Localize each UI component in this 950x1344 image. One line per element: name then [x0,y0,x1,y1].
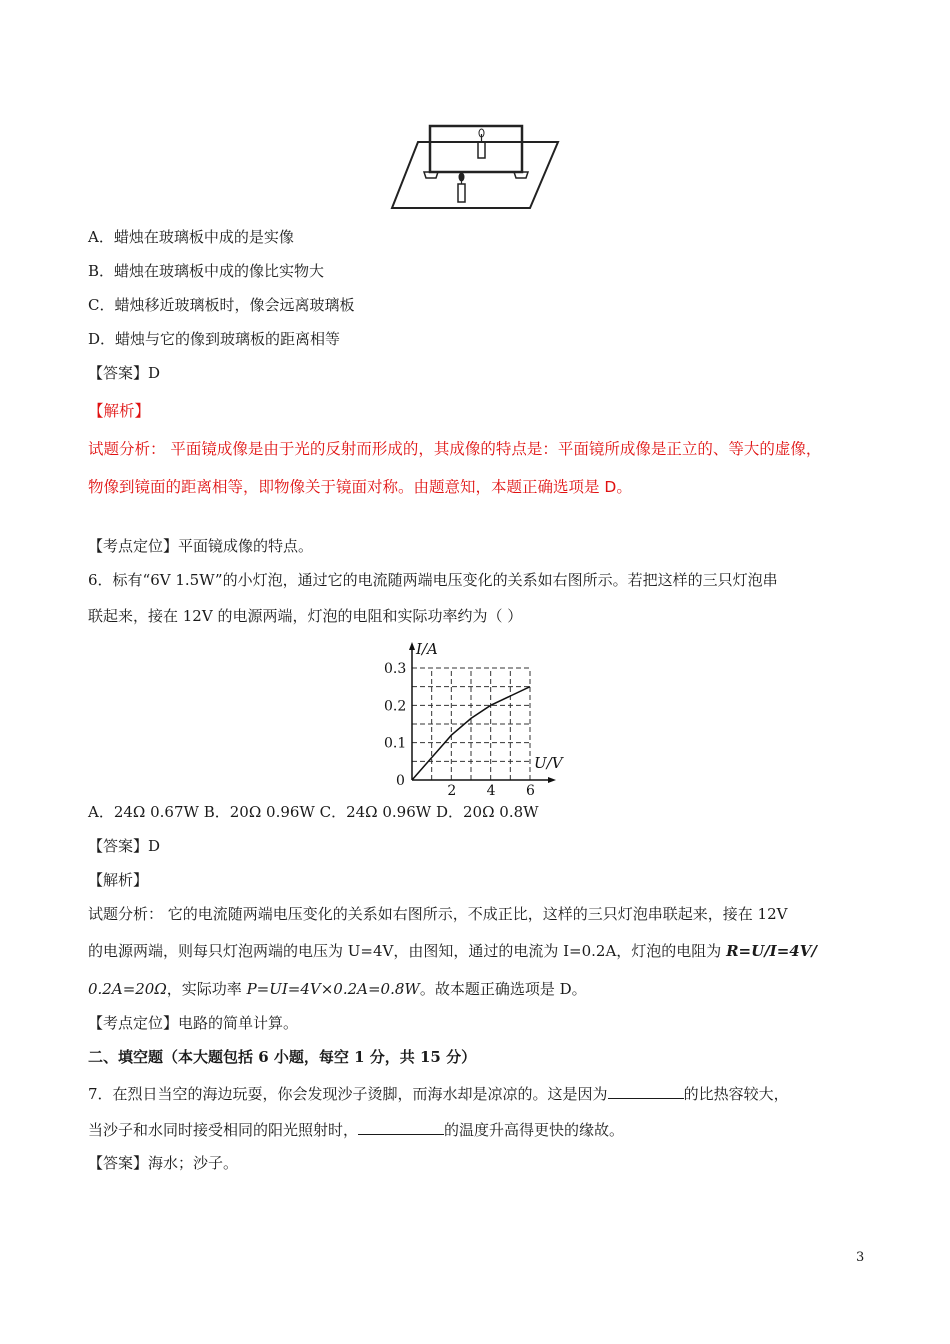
q7-line-2-text: 当沙子和水同时接受相同的阳光照射时， [88,1121,359,1139]
y-axis-arrow [409,642,415,650]
iu-curve [412,687,530,780]
q6-conclusion: 。故本题正确选项是 D。 [419,980,587,998]
q6-analysis-line-1: 试题分析： 它的电流随两端电压变化的关系如右图所示，不成正比，这样的三只灯泡串联起来，接在 12V [88,905,788,923]
x-tick-label: 2 [447,783,457,797]
page-number: 3 [856,1250,865,1265]
x-tick-label: 6 [526,783,535,797]
q6-analysis-line-2 [88,941,817,961]
q5-kaodian: 【考点定位】平面镜成像的特点。 [88,537,314,555]
q7-blank-2[interactable] [358,1118,444,1135]
q6-resistance-result: 0.2A=20Ω [88,980,167,998]
origin-label: 0 [396,773,405,789]
q6-stem-line-1: 6．标有“6V 1.5W”的小灯泡，通过它的电流随两端电压变化的关系如右图所示。若把这样的三只灯泡串 [88,571,778,589]
q6-analysis-line-2-text: 的电源两端，则每只灯泡两端的电压为 U=4V，由图知，通过的电流为 I=0.2A，灯泡的电阻为 [88,942,727,960]
q5-option-a: A．蜡烛在玻璃板中成的是实像 [88,228,294,246]
q5-answer: 【答案】D [88,364,161,382]
y-tick-label: 0.2 [384,698,407,715]
iu-chart [370,632,590,797]
q6-analysis-line-3 [88,979,587,999]
q6-answer: 【答案】D [88,837,161,855]
q5-analysis-heading: 【解析】 [88,402,151,420]
q7-line-1 [88,1082,789,1104]
q5-option-d: D．蜡烛与它的像到玻璃板的距离相等 [88,330,341,348]
x-axis-label: U/V [534,754,563,772]
q5-option-b: B．蜡烛在玻璃板中成的像比实物大 [88,262,325,280]
q7-line-1-end: 的比热容较大， [683,1085,789,1103]
q6-power-label: ，实际功率 [166,980,247,998]
q6-options: A．24Ω 0.67W B．20Ω 0.96W C．24Ω 0.96W D．20Ω 0.8W [88,803,539,821]
q6-kaodian: 【考点定位】电路的简单计算。 [88,1014,299,1032]
plane-mirror-figure [390,120,570,212]
q6-power-formula: P=UI=4V×0.2A=0.8W [246,980,420,998]
y-tick-label: 0.3 [384,661,407,677]
q5-analysis-line-1: 试题分析： 平面镜成像是由于光的反射而形成的，其成像的特点是：平面镜所成像是正立的、等大的虚像， [88,440,822,458]
section-2-title: 二、填空题（本大题包括 6 小题，每空 1 分，共 15 分） [88,1048,477,1066]
q7-line-2-end: 的温度升高得更快的缘故。 [444,1121,625,1139]
q7-line-2 [88,1118,624,1140]
y-axis-label: I/A [416,640,438,658]
q7-answer: 【答案】海水；沙子。 [88,1154,239,1172]
q7-blank-1[interactable] [608,1082,684,1099]
q6-resistance-formula: R=U/I=4V/ [726,942,817,960]
q6-stem-line-2: 联起来，接在 12V 的电源两端，灯泡的电阻和实际功率约为（ ） [88,607,523,625]
x-tick-label: 4 [486,783,496,797]
q5-option-c: C．蜡烛移近玻璃板时，像会远离玻璃板 [88,296,355,314]
q6-analysis-heading: 【解析】 [88,871,149,889]
y-tick-label: 0.1 [384,735,407,752]
q7-line-1-text: 7．在烈日当空的海边玩耍，你会发现沙子烫脚，而海水却是凉凉的。这是因为 [88,1085,608,1103]
x-axis-arrow [548,777,556,783]
q5-analysis-line-2: 物像到镜面的距离相等，即物像关于镜面对称。由题意知，本题正确选项是 D。 [88,478,632,496]
